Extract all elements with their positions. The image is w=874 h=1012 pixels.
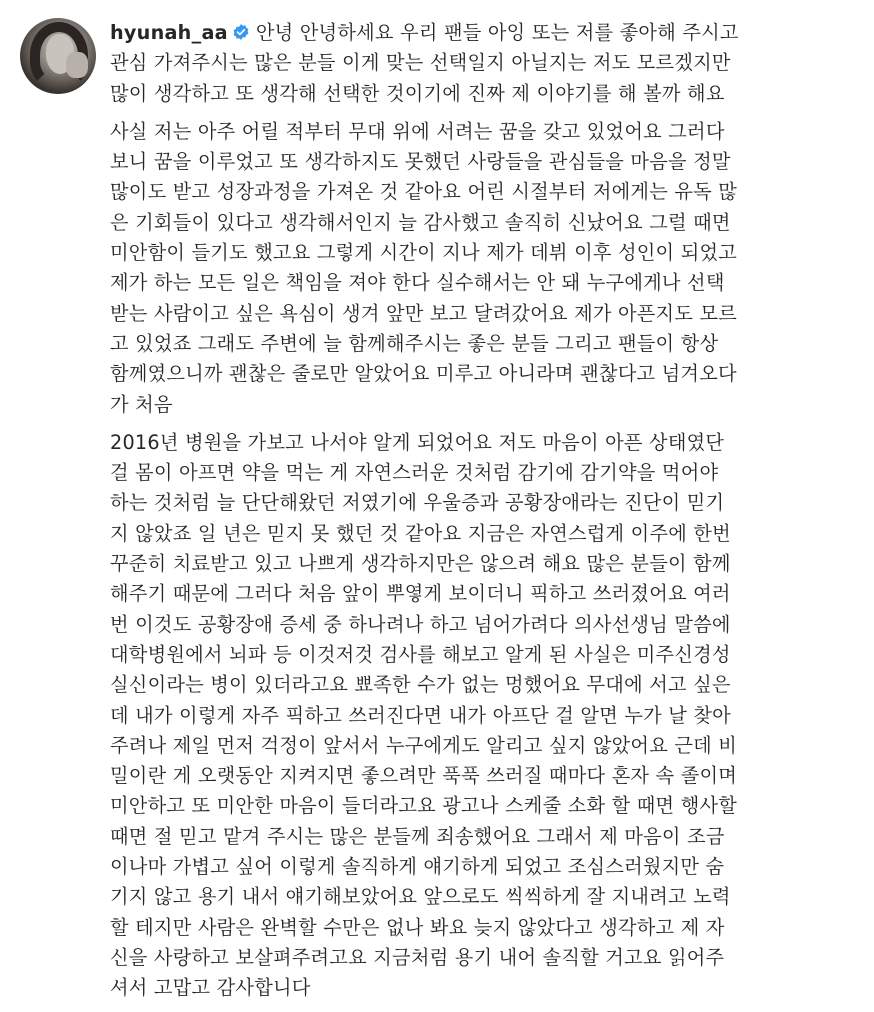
verified-badge-icon <box>232 23 250 41</box>
caption-text-1: 안녕 안녕하세요 우리 팬들 아잉 또는 저를 좋아해 주시고 관심 가져주시는 많은 분들 이게 맞는 선택일지 아닐지는 저도 모르겠지만 많이 생각하고 또 생각해 선택한 것이기에 진짜 제 이야기를 해 볼까 해요 <box>110 21 739 105</box>
caption-paragraph-3: 2016년 병원을 가보고 나서야 알게 되었어요 저도 마음이 아픈 상태였단 걸 몸이 아프면 약을 먹는 게 자연스러운 것처럼 감기에 감기약을 먹어야 하는 것처럼 늘 단단해왔던 저였기에 우울증과 공황장애라는 진단이 믿기 지 않았죠 일 년은 믿지 못 했던 것 같아요 지금은 자연스럽게 이주에 한번 꾸준히 치료받고 있고 나쁘게 생각하지만은 않으려 해요 많은 분들이 함께 해주기 때문에 그러다 처음 앞이 뿌옇게 보이더니 픽하고 쓰러졌어요 여러 번 이것도 공황장애 증세 중 하나려나 하고 넘어가려다 의사선생님 말씀에 대학병원에서 뇌파 등 이것저것 검사를 해보고 알게 된 사실은 미주신경성 실신이라는 병이 있더라고요 뾰족한 수가 없는 멍했어요 무대에 서고 싶은 데 내가 이렇게 자주 픽하고 쓰러진다면 내가 아프단 걸 알면 누가 날 찾아 주려나 제일 먼저 걱정이 앞서서 누구에게도 알리고 싶지 않았어요 근데 비 밀이란 게 오랫동안 지켜지면 좋으려만 푹푹 쓰러질 때마다 혼자 속 졸이며 미안하고 또 미안한 마음이 들더라고요 광고나 스케줄 소화 할 때면 행사할 때면 절 믿고 맡겨 주시는 많은 분들께 죄송했어요 그래서 제 마음이 조금 이나마 가볍고 싶어 이렇게 솔직하게 얘기하게 되었고 조심스러웠지만 숨 기지 않고 용기 내서 얘기해보았어요 앞으로도 씩씩하게 잘 지내려고 노력 할 테지만 사람은 완벽할 수만은 없나 봐요 늦지 않았다고 생각하고 제 자 신을 사랑하고 보살펴주려고요 지금처럼 용기 내어 솔직할 거고요 읽어주 셔서 고맙고 감사합니다 <box>110 430 738 1000</box>
caption-paragraph-2: 사실 저는 아주 어릴 적부터 무대 위에 서려는 꿈을 갖고 있었어요 그러다 보니 꿈을 이루었고 또 생각하지도 못했던 사랑들을 관심들을 마음을 정말 많이도 받고 성장과정을 가져온 것 같아요 어린 시절부터 저에게는 유독 많 은 기회들이 있다고 생각해서인지 늘 감사했고 솔직히 신났어요 그럴 때면 미안함이 들기도 했고요 그렇게 시간이 지나 제가 데뷔 이후 성인이 되었고 제가 하는 모든 일은 책임을 져야 한다 실수해서는 안 돼 누구에게나 선택 받는 사람이고 싶은 욕심이 생겨 앞만 보고 달려갔어요 제가 아픈지도 모르 고 있었죠 그래도 주변에 늘 함께해주시는 좋은 분들 그리고 팬들이 항상 함께였으니까 괜찮은 줄로만 알았어요 미루고 아니라며 괜찮다고 넘겨오다 가 처음 <box>110 119 738 416</box>
post-caption <box>110 18 860 1012</box>
avatar-hand <box>66 52 88 78</box>
caption-paragraph-1 <box>110 18 860 109</box>
username-link[interactable]: hyunah_aa <box>110 21 228 44</box>
avatar[interactable] <box>20 18 96 94</box>
instagram-post <box>20 18 860 1012</box>
